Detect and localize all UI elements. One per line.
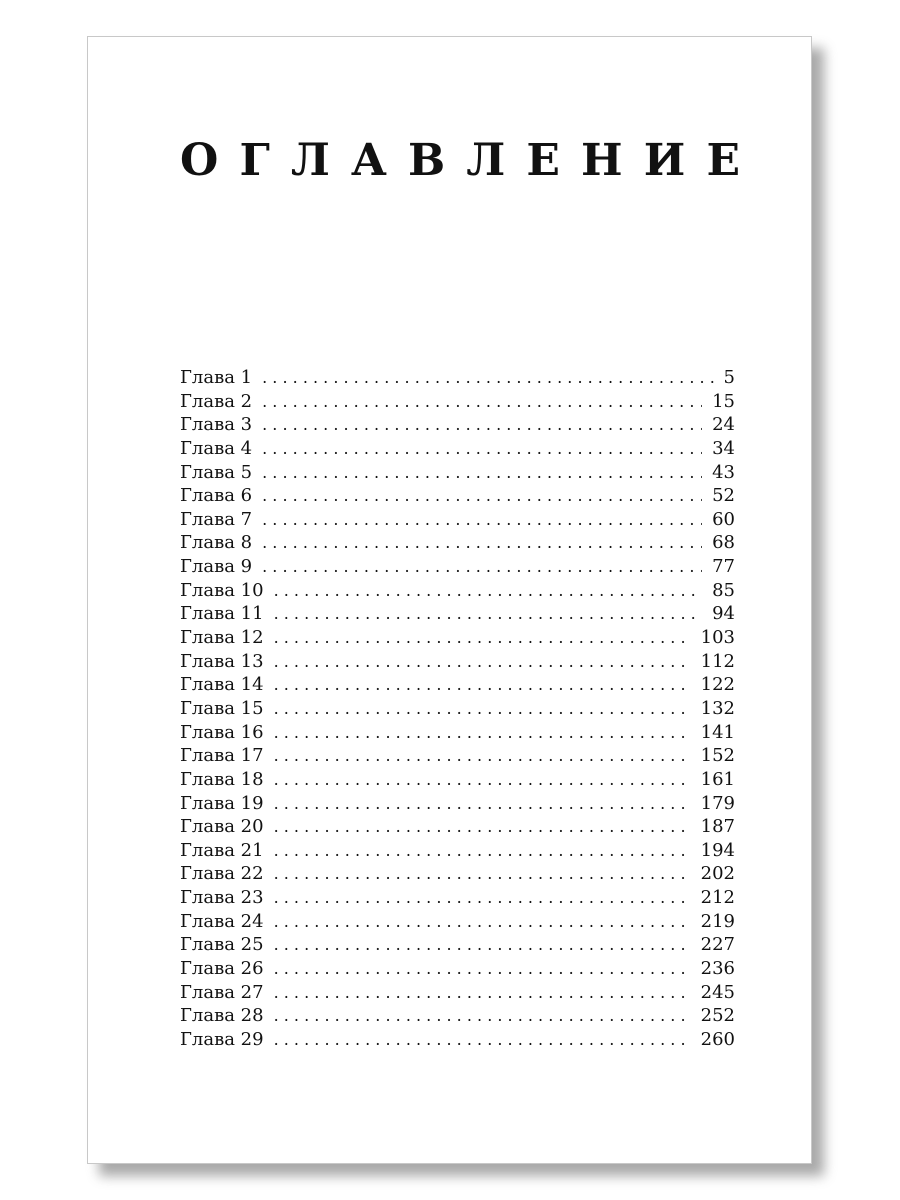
toc-page-number: 112 — [700, 650, 735, 672]
toc-chapter-label: Глава 7 — [180, 508, 253, 530]
toc-dot-leader — [274, 675, 691, 694]
title-letter: Е — [706, 135, 740, 186]
toc-chapter-label: Глава 28 — [180, 1005, 264, 1027]
toc-page-number: 202 — [700, 863, 735, 885]
toc-page-number: 179 — [700, 792, 735, 814]
toc-chapter-label: Глава 15 — [180, 697, 264, 719]
toc-entry[interactable] — [180, 580, 735, 604]
toc-dot-leader — [274, 912, 691, 931]
toc-page-number: 52 — [712, 485, 735, 507]
toc-page-number: 236 — [700, 958, 735, 980]
toc-entry[interactable] — [180, 603, 735, 627]
toc-entry[interactable] — [180, 1029, 735, 1053]
toc-chapter-label: Глава 17 — [180, 745, 264, 767]
toc-dot-leader — [274, 628, 691, 647]
toc-page-number: 132 — [700, 697, 735, 719]
toc-chapter-label: Глава 2 — [180, 390, 253, 412]
toc-page-number: 43 — [712, 461, 735, 483]
toc-chapter-label: Глава 16 — [180, 721, 264, 743]
title-letter: И — [643, 135, 686, 186]
toc-page-number: 212 — [700, 887, 735, 909]
toc-chapter-label: Глава 1 — [180, 367, 253, 388]
toc-dot-leader — [274, 1030, 691, 1049]
toc-chapter-label: Глава 21 — [180, 839, 264, 861]
toc-dot-leader — [274, 770, 691, 789]
toc-dot-leader — [274, 983, 691, 1002]
title-letter: Г — [239, 135, 270, 186]
toc-chapter-label: Глава 8 — [180, 532, 253, 554]
toc-page-number: 5 — [723, 367, 735, 388]
toc-chapter-label: Глава 26 — [180, 958, 264, 980]
table-of-contents — [180, 367, 735, 1053]
toc-chapter-label: Глава 3 — [180, 414, 253, 436]
toc-dot-leader — [274, 841, 691, 860]
title-letter: В — [407, 135, 446, 186]
toc-chapter-label: Глава 18 — [180, 768, 264, 790]
toc-dot-leader — [274, 604, 703, 623]
toc-dot-leader — [262, 486, 702, 505]
toc-dot-leader — [274, 699, 691, 718]
toc-page-number: 227 — [700, 934, 735, 956]
toc-entry[interactable] — [180, 367, 735, 391]
toc-chapter-label: Глава 24 — [180, 910, 264, 932]
toc-chapter-label: Глава 13 — [180, 650, 264, 672]
toc-page-number: 245 — [700, 981, 735, 1003]
toc-dot-leader — [262, 392, 702, 411]
toc-page-number: 103 — [700, 627, 735, 649]
toc-chapter-label: Глава 23 — [180, 887, 264, 909]
toc-chapter-label: Глава 29 — [180, 1028, 264, 1050]
toc-page-number: 141 — [700, 721, 735, 743]
toc-page-number: 187 — [700, 816, 735, 838]
toc-chapter-label: Глава 27 — [180, 981, 264, 1003]
toc-chapter-label: Глава 4 — [180, 437, 253, 459]
title-letter: А — [351, 135, 387, 186]
title-letter: Л — [466, 135, 506, 186]
toc-dot-leader — [262, 415, 702, 434]
toc-dot-leader — [262, 557, 702, 576]
toc-entry[interactable] — [180, 438, 735, 462]
toc-chapter-label: Глава 25 — [180, 934, 264, 956]
toc-page-number: 252 — [700, 1005, 735, 1027]
title-letter: Е — [526, 135, 560, 186]
toc-entry[interactable] — [180, 462, 735, 486]
toc-chapter-label: Глава 6 — [180, 485, 253, 507]
toc-dot-leader — [274, 817, 691, 836]
toc-dot-leader — [274, 581, 703, 600]
title-letter: Н — [581, 135, 623, 186]
toc-dot-leader — [274, 864, 691, 883]
book-page — [87, 36, 812, 1164]
toc-page-number: 68 — [712, 532, 735, 554]
toc-entry[interactable] — [180, 911, 735, 935]
toc-page-number: 219 — [700, 910, 735, 932]
toc-page-number: 24 — [712, 414, 735, 436]
toc-dot-leader — [262, 368, 713, 387]
toc-page-number: 94 — [712, 603, 735, 625]
title-letter: Л — [290, 135, 330, 186]
toc-entry[interactable] — [180, 840, 735, 864]
toc-dot-leader — [274, 794, 691, 813]
toc-chapter-label: Глава 12 — [180, 627, 264, 649]
page-title — [180, 137, 740, 185]
toc-dot-leader — [262, 510, 702, 529]
toc-page-number: 122 — [700, 674, 735, 696]
toc-entry[interactable] — [180, 627, 735, 651]
toc-entry[interactable] — [180, 722, 735, 746]
toc-dot-leader — [274, 959, 691, 978]
toc-dot-leader — [262, 533, 702, 552]
toc-entry[interactable] — [180, 651, 735, 675]
toc-page-number: 60 — [712, 508, 735, 530]
toc-page-number: 260 — [700, 1028, 735, 1050]
toc-entry[interactable] — [180, 982, 735, 1006]
toc-entry[interactable] — [180, 934, 735, 958]
title-letter: О — [180, 135, 219, 186]
toc-entry[interactable] — [180, 1005, 735, 1029]
toc-chapter-label: Глава 9 — [180, 556, 253, 578]
toc-page-number: 85 — [712, 579, 735, 601]
toc-entry[interactable] — [180, 769, 735, 793]
toc-chapter-label: Глава 11 — [180, 603, 264, 625]
toc-entry[interactable] — [180, 674, 735, 698]
toc-dot-leader — [262, 439, 702, 458]
toc-dot-leader — [274, 746, 691, 765]
toc-dot-leader — [274, 1006, 691, 1025]
toc-entry[interactable] — [180, 556, 735, 580]
toc-page-number: 194 — [700, 839, 735, 861]
toc-chapter-label: Глава 19 — [180, 792, 264, 814]
toc-chapter-label: Глава 20 — [180, 816, 264, 838]
toc-chapter-label: Глава 10 — [180, 579, 264, 601]
toc-dot-leader — [274, 723, 691, 742]
toc-entry[interactable] — [180, 793, 735, 817]
toc-entry[interactable] — [180, 485, 735, 509]
toc-entry[interactable] — [180, 958, 735, 982]
toc-entry[interactable] — [180, 509, 735, 533]
toc-page-number: 15 — [712, 390, 735, 412]
toc-chapter-label: Глава 14 — [180, 674, 264, 696]
toc-entry[interactable] — [180, 698, 735, 722]
toc-page-number: 161 — [700, 768, 735, 790]
toc-dot-leader — [262, 463, 702, 482]
toc-chapter-label: Глава 5 — [180, 461, 253, 483]
toc-page-number: 34 — [712, 437, 735, 459]
toc-page-number: 77 — [712, 556, 735, 578]
toc-dot-leader — [274, 888, 691, 907]
toc-chapter-label: Глава 22 — [180, 863, 264, 885]
toc-entry[interactable] — [180, 887, 735, 911]
toc-page-number: 152 — [700, 745, 735, 767]
toc-entry[interactable] — [180, 816, 735, 840]
toc-entry[interactable] — [180, 532, 735, 556]
toc-dot-leader — [274, 652, 691, 671]
toc-dot-leader — [274, 935, 691, 954]
toc-entry[interactable] — [180, 745, 735, 769]
toc-entry[interactable] — [180, 863, 735, 887]
toc-entry[interactable] — [180, 414, 735, 438]
toc-entry[interactable] — [180, 391, 735, 415]
